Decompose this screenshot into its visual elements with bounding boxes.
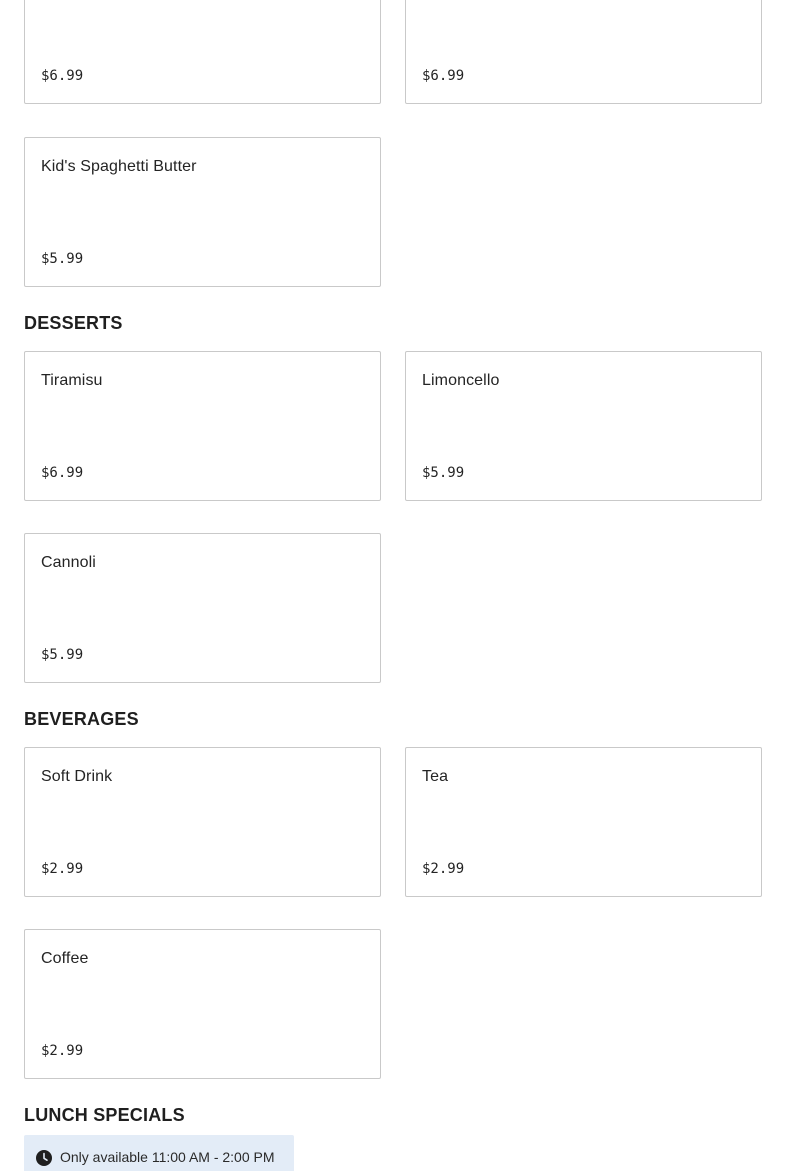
- menu-item-price: $5.99: [422, 465, 465, 481]
- menu-item-price: $6.99: [41, 465, 84, 481]
- menu-item-card[interactable]: [24, 929, 381, 1079]
- menu-item-name: Kid's Spaghetti Butter: [41, 158, 197, 175]
- availability-notice-text: Only available 11:00 AM - 2:00 PM: [60, 1149, 275, 1165]
- menu-item-card[interactable]: [405, 351, 762, 501]
- menu-item-card[interactable]: [24, 137, 381, 287]
- clock-icon: [36, 1150, 52, 1166]
- section-title-desserts: DESSERTS: [24, 313, 123, 333]
- menu-item-price: $5.99: [41, 251, 84, 267]
- menu-item-card[interactable]: [24, 0, 381, 104]
- menu-item-card[interactable]: [24, 351, 381, 501]
- menu-item-card[interactable]: [405, 0, 762, 104]
- menu-item-price: $5.99: [41, 647, 84, 663]
- menu-item-card[interactable]: [24, 747, 381, 897]
- menu-item-name: Tiramisu: [41, 372, 103, 389]
- menu-item-price: $2.99: [41, 861, 84, 877]
- section-title-beverages: BEVERAGES: [24, 709, 139, 729]
- menu-item-name: Coffee: [41, 950, 89, 967]
- menu-item-card[interactable]: [24, 533, 381, 683]
- menu-item-name: Cannoli: [41, 554, 96, 571]
- menu-item-price: $2.99: [41, 1043, 84, 1059]
- menu-item-card[interactable]: [405, 747, 762, 897]
- section-title-lunch-specials: LUNCH SPECIALS: [24, 1105, 185, 1125]
- menu-item-name: Tea: [422, 768, 449, 785]
- menu-item-price: $2.99: [422, 861, 465, 877]
- menu-item-price: $6.99: [41, 68, 84, 84]
- availability-notice: [24, 1135, 294, 1171]
- menu-item-price: $6.99: [422, 68, 465, 84]
- menu-item-name: Limoncello: [422, 372, 500, 389]
- menu-item-name: Soft Drink: [41, 768, 113, 785]
